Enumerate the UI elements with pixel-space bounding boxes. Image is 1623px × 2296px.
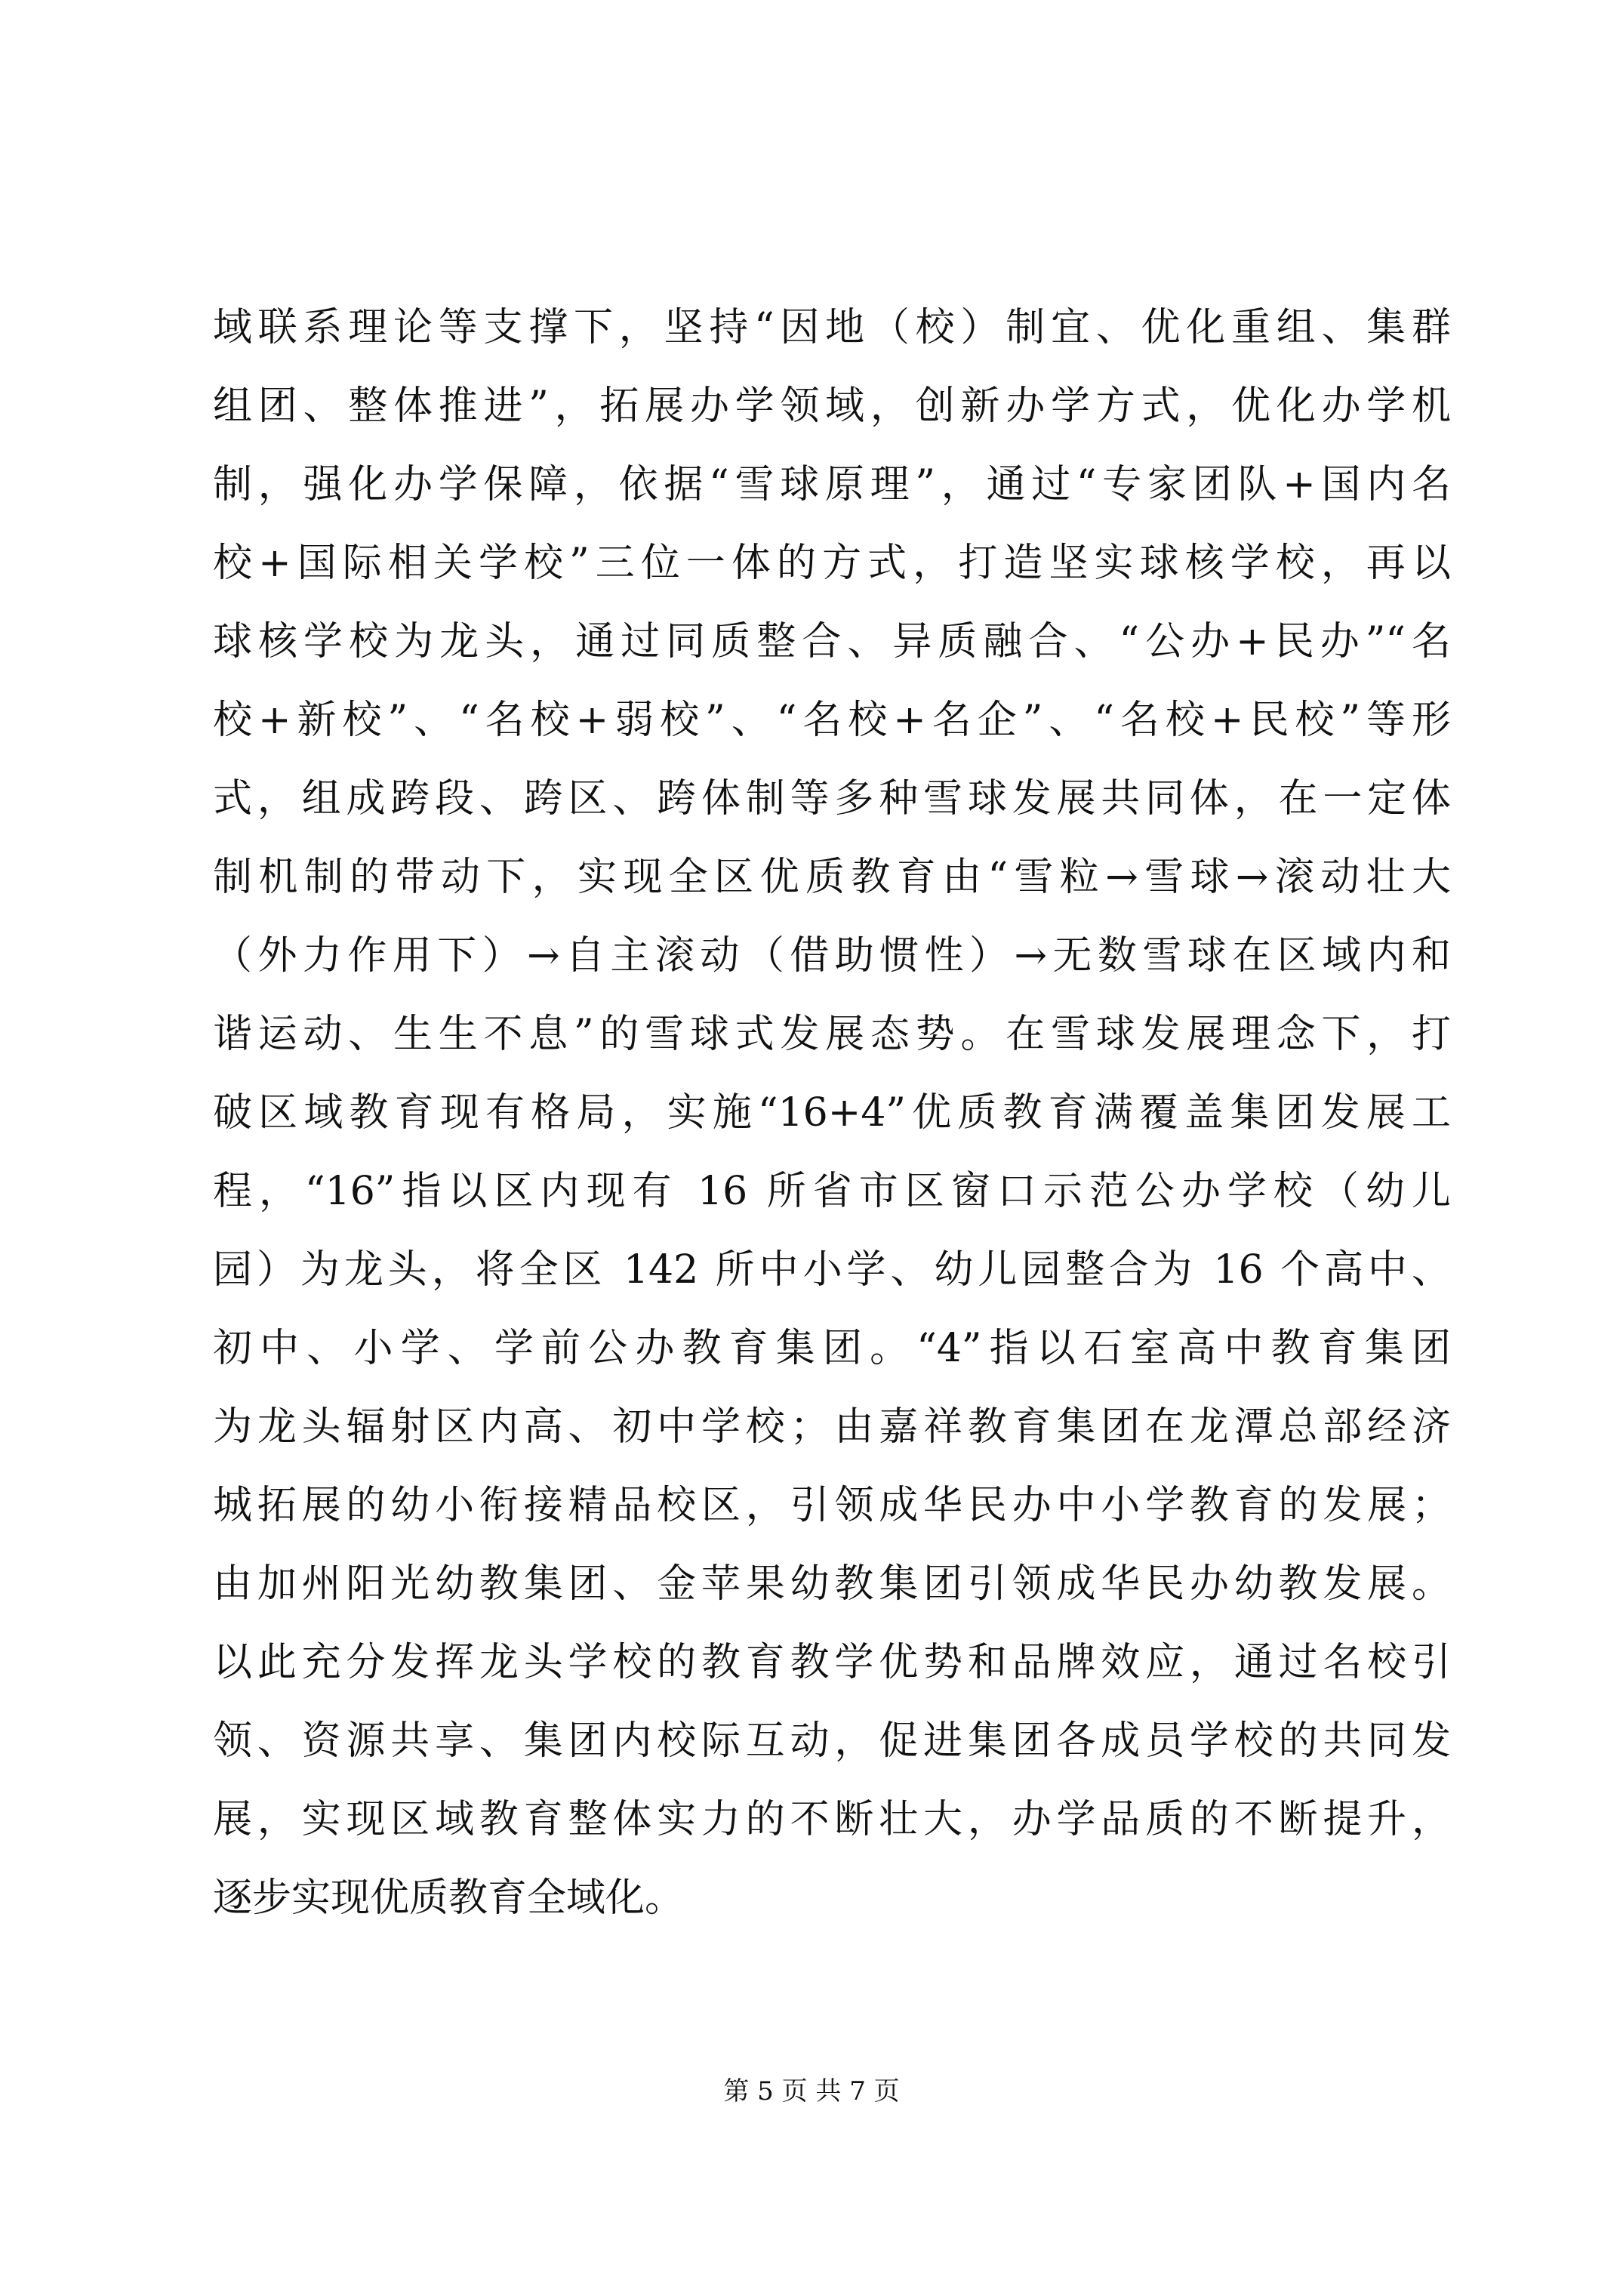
- text-line: 谐运动、生生不息”的雪球式发展态势。在雪球发展理念下，打: [213, 1012, 1451, 1057]
- text-line: 制机制的带动下，实现全区优质教育由“雪粒→雪球→滚动壮大: [213, 855, 1451, 900]
- text-line: 为龙头辐射区内高、初中学校；由嘉祥教育集团在龙潭总部经济: [213, 1404, 1451, 1450]
- text-line: 制，强化办学保障，依据“雪球原理”，通过“专家团队+国内名: [213, 462, 1451, 507]
- text-line: 领、资源共享、集团内校际互动，促进集团各成员学校的共同发: [213, 1718, 1451, 1764]
- text-line: 校+国际相关学校”三位一体的方式，打造坚实球核学校，再以: [213, 541, 1451, 586]
- text-line: 破区域教育现有格局，实施“16+4”优质教育满覆盖集团发展工: [213, 1090, 1451, 1136]
- text-line: 式，组成跨段、跨区、跨体制等多种雪球发展共同体，在一定体: [213, 776, 1451, 821]
- text-line: 城拓展的幼小衔接精品校区，引领成华民办中小学教育的发展；: [213, 1483, 1451, 1528]
- text-line: 校+新校”、“名校+弱校”、“名校+名企”、“名校+民校”等形: [213, 698, 1451, 743]
- text-line: 以此充分发挥龙头学校的教育教学优势和品牌效应，通过名校引: [213, 1640, 1451, 1685]
- body-paragraph: [213, 288, 1451, 1937]
- page-number-footer: 第 5 页 共 7 页: [723, 2076, 900, 2106]
- text-line: 程，“16”指以区内现有 16 所省市区窗口示范公办学校（幼儿: [213, 1169, 1451, 1214]
- text-line: 由加州阳光幼教集团、金苹果幼教集团引领成华民办幼教发展。: [213, 1561, 1451, 1607]
- text-line: 展，实现区域教育整体实力的不断壮大，办学品质的不断提升，: [213, 1797, 1451, 1842]
- text-line: 园）为龙头，将全区 142 所中小学、幼儿园整合为 16 个高中、: [213, 1247, 1451, 1293]
- text-line: 初中、小学、学前公办教育集团。“4”指以石室高中教育集团: [213, 1326, 1451, 1371]
- text-line: 域联系理论等支撑下，坚持“因地（校）制宜、优化重组、集群: [213, 305, 1451, 350]
- text-line-last: 逐步实现优质教育全域化。: [213, 1875, 685, 1921]
- text-line: 球核学校为龙头，通过同质整合、异质融合、“公办+民办”“名: [213, 619, 1451, 664]
- text-line: 组团、整体推进”，拓展办学领域，创新办学方式，优化办学机: [213, 384, 1451, 429]
- text-line: （外力作用下）→自主滚动（借助惯性）→无数雪球在区域内和: [213, 933, 1451, 978]
